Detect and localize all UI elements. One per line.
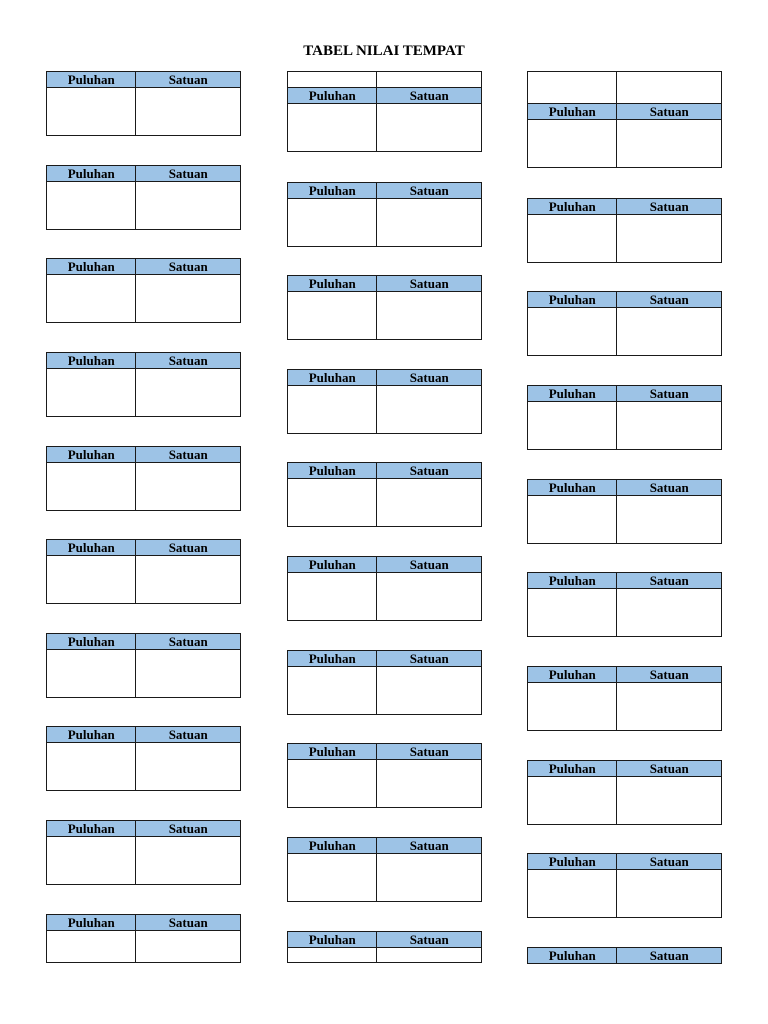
place-value-table: [527, 853, 722, 918]
cell-puluhan[interactable]: [528, 870, 617, 918]
header-satuan: Satuan: [136, 166, 241, 182]
cell-puluhan[interactable]: [288, 667, 377, 715]
cell-puluhan[interactable]: [47, 743, 136, 791]
cell-puluhan[interactable]: [47, 837, 136, 885]
page-title: TABEL NILAI TEMPAT: [303, 43, 465, 59]
cell-puluhan[interactable]: [47, 369, 136, 417]
place-value-table: [527, 760, 722, 825]
header-puluhan: Puluhan: [47, 447, 136, 463]
place-value-table: [46, 539, 241, 604]
cell-puluhan[interactable]: [47, 88, 136, 136]
place-value-table: [46, 914, 241, 963]
header-puluhan: Puluhan: [528, 854, 617, 870]
header-puluhan: Puluhan: [288, 88, 377, 104]
place-value-table: [46, 726, 241, 791]
cell-puluhan[interactable]: [528, 496, 617, 544]
cell-satuan[interactable]: [617, 402, 722, 450]
cell-satuan[interactable]: [377, 948, 482, 963]
header-puluhan: Puluhan: [47, 72, 136, 88]
place-value-table: [46, 71, 241, 136]
header-puluhan: Puluhan: [47, 634, 136, 650]
header-satuan: Satuan: [377, 370, 482, 386]
cell-satuan[interactable]: [377, 760, 482, 808]
cell-puluhan[interactable]: [528, 215, 617, 263]
place-value-table: [287, 369, 482, 434]
header-satuan: Satuan: [377, 932, 482, 948]
cell-satuan[interactable]: [136, 88, 241, 136]
cell-satuan[interactable]: [377, 199, 482, 247]
place-value-table: [527, 71, 722, 168]
place-value-table: [287, 556, 482, 621]
cell-satuan[interactable]: [377, 104, 482, 152]
cell-puluhan[interactable]: [288, 104, 377, 152]
header-puluhan: Puluhan: [528, 386, 617, 402]
header-puluhan: Puluhan: [288, 651, 377, 667]
header-puluhan: Puluhan: [47, 540, 136, 556]
cell-blank[interactable]: [617, 72, 722, 104]
header-satuan: Satuan: [377, 744, 482, 760]
cell-satuan[interactable]: [377, 667, 482, 715]
cell-satuan[interactable]: [136, 369, 241, 417]
cell-puluhan[interactable]: [47, 556, 136, 604]
header-satuan: Satuan: [617, 573, 722, 589]
cell-puluhan[interactable]: [528, 120, 617, 168]
cell-puluhan[interactable]: [288, 199, 377, 247]
place-value-table: [46, 820, 241, 885]
cell-puluhan[interactable]: [528, 308, 617, 356]
cell-satuan[interactable]: [617, 308, 722, 356]
header-satuan: Satuan: [136, 634, 241, 650]
header-puluhan: Puluhan: [528, 667, 617, 683]
place-value-table: [287, 275, 482, 340]
place-value-table: [287, 650, 482, 715]
header-puluhan: Puluhan: [288, 183, 377, 199]
cell-satuan[interactable]: [136, 931, 241, 963]
header-satuan: Satuan: [136, 353, 241, 369]
cell-satuan[interactable]: [136, 556, 241, 604]
header-satuan: Satuan: [136, 727, 241, 743]
header-puluhan: Puluhan: [47, 727, 136, 743]
cell-satuan[interactable]: [617, 215, 722, 263]
header-puluhan: Puluhan: [47, 821, 136, 837]
cell-puluhan[interactable]: [288, 854, 377, 902]
cell-satuan[interactable]: [136, 743, 241, 791]
cell-puluhan[interactable]: [528, 683, 617, 731]
cell-puluhan[interactable]: [288, 948, 377, 963]
place-value-table: [46, 446, 241, 511]
place-value-table: [287, 71, 482, 152]
header-puluhan: Puluhan: [47, 353, 136, 369]
place-value-table: [527, 291, 722, 356]
header-puluhan: Puluhan: [288, 838, 377, 854]
cell-satuan[interactable]: [136, 275, 241, 323]
cell-satuan[interactable]: [377, 292, 482, 340]
header-satuan: Satuan: [377, 838, 482, 854]
cell-satuan[interactable]: [136, 182, 241, 230]
header-puluhan: Puluhan: [47, 259, 136, 275]
header-satuan: Satuan: [136, 821, 241, 837]
header-puluhan: Puluhan: [528, 199, 617, 215]
place-value-table: [46, 633, 241, 698]
cell-satuan[interactable]: [377, 854, 482, 902]
header-satuan: Satuan: [377, 463, 482, 479]
header-satuan: Satuan: [136, 72, 241, 88]
header-satuan: Satuan: [617, 199, 722, 215]
place-value-table: [527, 479, 722, 544]
cell-puluhan[interactable]: [47, 931, 136, 963]
cell-puluhan[interactable]: [288, 573, 377, 621]
place-value-table: [527, 947, 722, 964]
header-satuan: Satuan: [617, 948, 722, 964]
cell-puluhan[interactable]: [288, 760, 377, 808]
header-puluhan: Puluhan: [47, 166, 136, 182]
cell-blank[interactable]: [528, 72, 617, 104]
header-satuan: Satuan: [617, 667, 722, 683]
place-value-table: [46, 258, 241, 323]
header-puluhan: Puluhan: [528, 948, 617, 964]
header-satuan: Satuan: [377, 651, 482, 667]
header-satuan: Satuan: [136, 915, 241, 931]
header-satuan: Satuan: [136, 259, 241, 275]
cell-puluhan[interactable]: [288, 479, 377, 527]
place-value-table: [46, 165, 241, 230]
header-puluhan: Puluhan: [288, 463, 377, 479]
place-value-table: [527, 385, 722, 450]
cell-puluhan[interactable]: [528, 589, 617, 637]
place-value-table: [287, 462, 482, 527]
cell-puluhan[interactable]: [528, 777, 617, 825]
place-value-table: [287, 837, 482, 902]
header-satuan: Satuan: [377, 557, 482, 573]
header-satuan: Satuan: [617, 761, 722, 777]
cell-satuan[interactable]: [617, 870, 722, 918]
place-value-table: [527, 572, 722, 637]
place-value-table: [46, 352, 241, 417]
cell-satuan[interactable]: [136, 837, 241, 885]
header-puluhan: Puluhan: [288, 370, 377, 386]
header-puluhan: Puluhan: [288, 932, 377, 948]
cell-satuan[interactable]: [377, 573, 482, 621]
header-satuan: Satuan: [617, 386, 722, 402]
place-value-table: [287, 743, 482, 808]
header-puluhan: Puluhan: [528, 104, 617, 120]
cell-satuan[interactable]: [377, 479, 482, 527]
header-satuan: Satuan: [136, 540, 241, 556]
header-satuan: Satuan: [617, 854, 722, 870]
header-satuan: Satuan: [377, 183, 482, 199]
header-puluhan: Puluhan: [288, 744, 377, 760]
place-value-table: [287, 931, 482, 963]
place-value-table: [527, 666, 722, 731]
cell-puluhan[interactable]: [47, 463, 136, 511]
header-satuan: Satuan: [136, 447, 241, 463]
cell-satuan[interactable]: [617, 120, 722, 168]
header-satuan: Satuan: [617, 480, 722, 496]
header-satuan: Satuan: [377, 88, 482, 104]
place-value-table: [287, 182, 482, 247]
cell-satuan[interactable]: [136, 650, 241, 698]
cell-satuan[interactable]: [617, 777, 722, 825]
cell-satuan[interactable]: [377, 386, 482, 434]
cell-puluhan[interactable]: [528, 402, 617, 450]
cell-puluhan[interactable]: [47, 275, 136, 323]
cell-blank[interactable]: [377, 72, 482, 88]
header-puluhan: Puluhan: [528, 480, 617, 496]
header-puluhan: Puluhan: [288, 557, 377, 573]
header-puluhan: Puluhan: [47, 915, 136, 931]
cell-puluhan[interactable]: [288, 292, 377, 340]
cell-satuan[interactable]: [617, 683, 722, 731]
header-satuan: Satuan: [377, 276, 482, 292]
cell-satuan[interactable]: [136, 463, 241, 511]
header-puluhan: Puluhan: [528, 292, 617, 308]
cell-puluhan[interactable]: [47, 650, 136, 698]
cell-puluhan[interactable]: [288, 386, 377, 434]
header-puluhan: Puluhan: [528, 573, 617, 589]
header-puluhan: Puluhan: [528, 761, 617, 777]
header-puluhan: Puluhan: [288, 276, 377, 292]
cell-puluhan[interactable]: [47, 182, 136, 230]
header-satuan: Satuan: [617, 104, 722, 120]
place-value-table: [527, 198, 722, 263]
cell-satuan[interactable]: [617, 589, 722, 637]
cell-satuan[interactable]: [617, 496, 722, 544]
header-satuan: Satuan: [617, 292, 722, 308]
cell-blank[interactable]: [288, 72, 377, 88]
